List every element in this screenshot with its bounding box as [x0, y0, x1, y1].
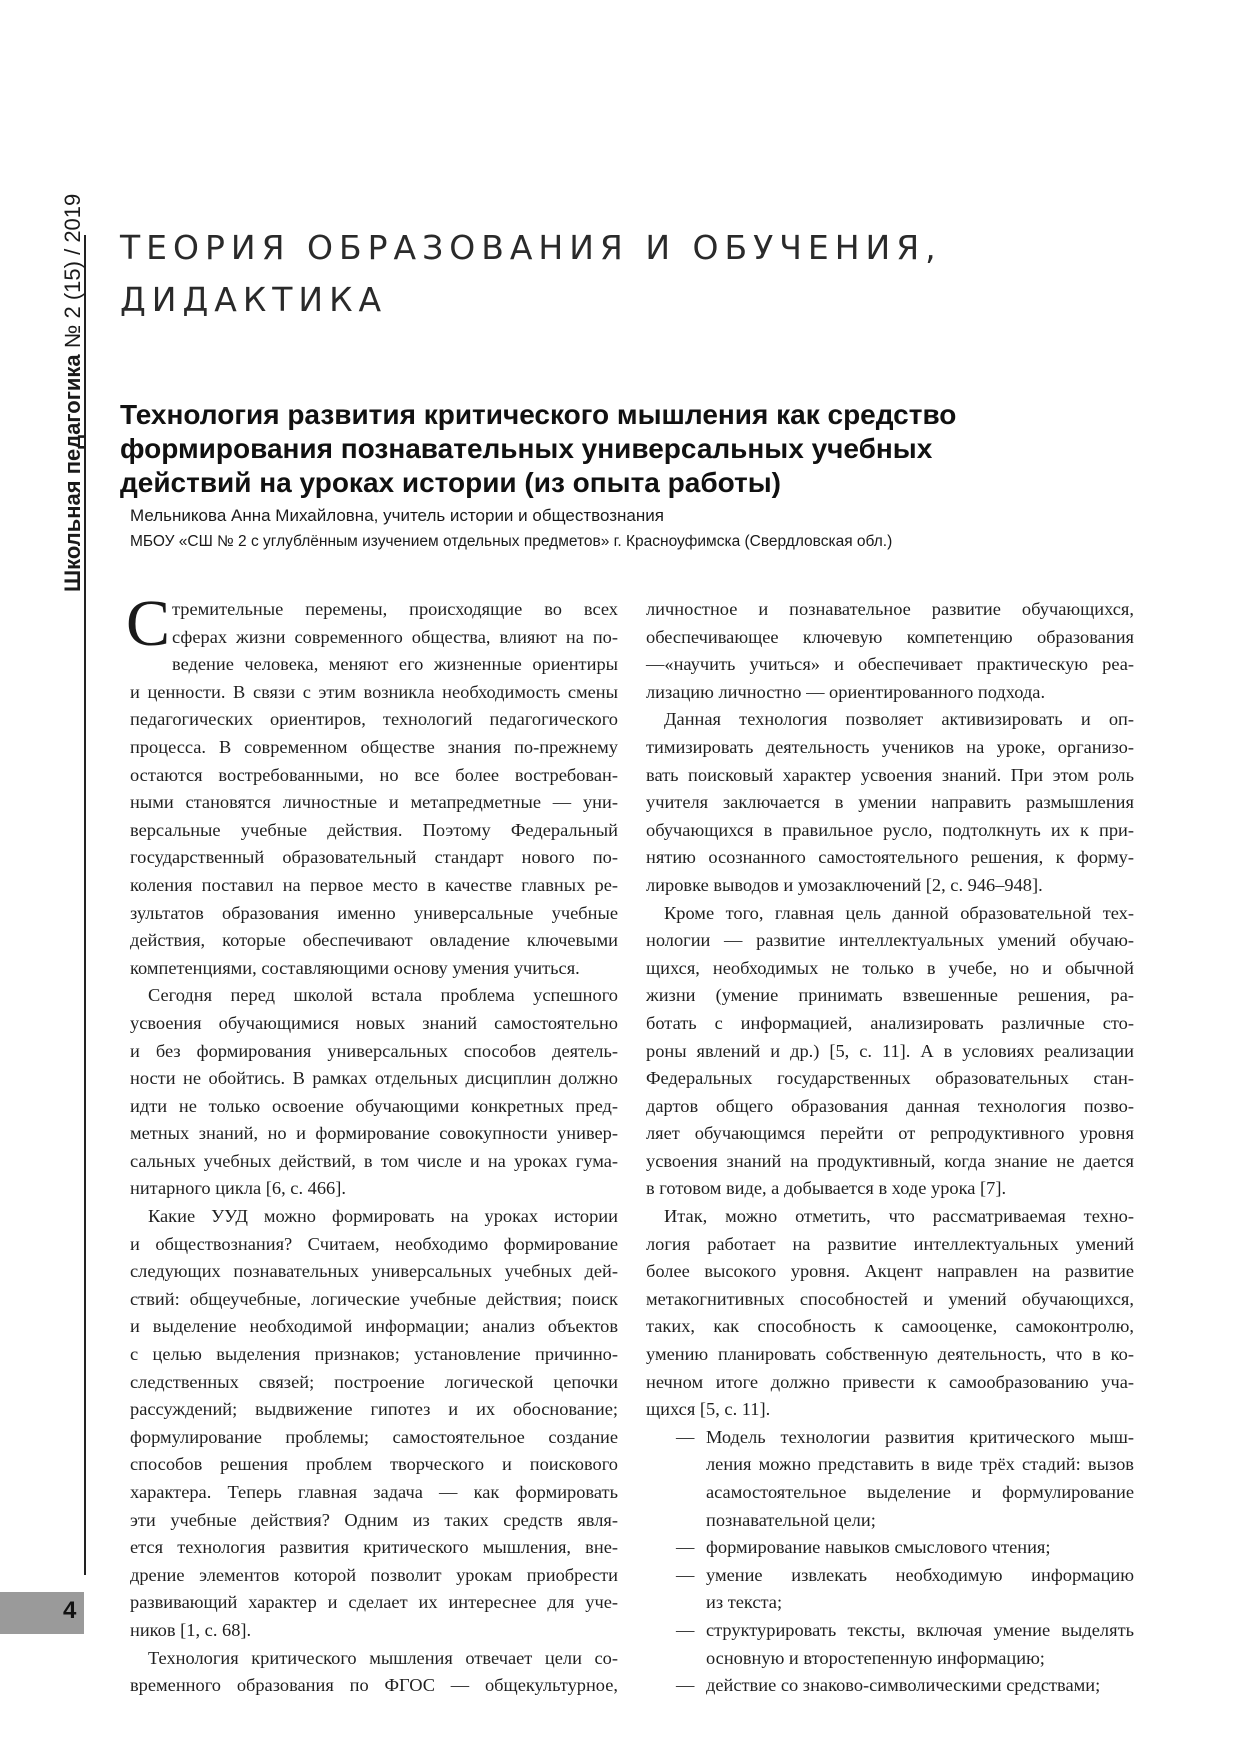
text-line: эти учебные действия? Одним из таких средств явля-: [130, 1509, 618, 1530]
text-line: сферах жизни современного общества, влияют на по-: [172, 626, 618, 647]
text-line: версальные учебные действия. Поэтому Федеральный: [130, 819, 618, 840]
text-line: сальных учебных действий, в том числе и на уроках гума-: [130, 1150, 618, 1171]
text-line: ведение человека, меняют его жизненные ориентиры: [172, 654, 618, 675]
text-line: ствий: общеучебные, логические учебные действия; поиск: [130, 1288, 618, 1309]
affiliation-line: МБОУ «СШ № 2 с углублённым изучением отдельных предметов» г. Красноуфимска (Свердловская обл.): [130, 533, 893, 550]
text-line: структурировать тексты, включая умение выделять: [706, 1619, 1134, 1640]
text-line: процесса. В современном обществе знания по-прежнему: [130, 736, 618, 757]
text-line: более высокого уровня. Акцент направлен на развитие: [646, 1261, 1134, 1282]
text-line: познавательной цели;: [706, 1509, 876, 1530]
text-line: Данная технология позволяет активизировать и оп-: [664, 709, 1134, 730]
text-line: щихся, необходимых не только в учебе, но и обычной: [646, 957, 1134, 978]
paragraph: [130, 1645, 618, 1700]
paragraph: [646, 596, 1134, 706]
text-line: зультатов образования именно универсальные учебные: [130, 902, 618, 923]
paragraph: [126, 587, 618, 982]
text-line: умению планировать собственную деятельность, что в ко-: [646, 1344, 1134, 1365]
list-item: [646, 1617, 1134, 1672]
right-column: [646, 596, 1134, 1700]
running-head: [60, 194, 86, 592]
text-line: Технология критического мышления отвечает цели со-: [148, 1647, 618, 1668]
text-line: в готовом виде, а добывается в ходе урока [7].: [646, 1178, 1007, 1199]
text-line: таких, как способность к самооценке, самоконтролю,: [646, 1316, 1134, 1337]
text-line: логия работает на развитие интеллектуальных умений: [646, 1233, 1134, 1254]
text-line: —«научить учиться» и обеспечивает практическую реа-: [646, 654, 1134, 675]
article-title-line: действий на уроках истории (из опыта работы): [120, 467, 781, 498]
text-line: ными становятся личностные и метапредметные — уни-: [130, 792, 618, 813]
text-line: действие со знаково-символическими средствами;: [706, 1675, 1101, 1696]
text-line: дартов общего образования данная технология позво-: [646, 1095, 1134, 1116]
bullet-list: [646, 1424, 1134, 1700]
text-line: ется технология развития критического мышления, вне-: [130, 1537, 618, 1558]
text-line: Федеральных государственных образовательных стан-: [646, 1068, 1134, 1089]
text-line: ности не обойтись. В рамках отдельных дисциплин должно: [130, 1068, 618, 1089]
text-line: с целью выделения признаков; установление причинно-: [130, 1344, 618, 1365]
text-line: обеспечивающее ключевую компетенцию образования: [646, 626, 1134, 647]
left-column: [126, 587, 618, 1700]
text-line: жизни (умение принимать взвешенные решения, ра-: [646, 985, 1134, 1006]
text-line: остаются востребованными, но все более востребован-: [130, 764, 618, 785]
text-line: формулирование проблемы; самостоятельное создание: [130, 1426, 618, 1447]
text-line: и обществознания? Считаем, необходимо формирование: [130, 1233, 618, 1254]
text-line: рассуждений; выдвижение гипотез и их обоснование;: [130, 1399, 618, 1420]
text-line: следственных связей; построение логической цепочки: [130, 1371, 618, 1392]
text-line: Итак, можно отметить, что рассматриваемая техно-: [664, 1206, 1134, 1227]
text-line: личностное и познавательное развитие обучающихся,: [646, 599, 1134, 619]
text-line: вать поисковый характер усвоения знаний. При этом роль: [646, 764, 1134, 785]
list-dash: —: [676, 1564, 695, 1585]
list-item: [646, 1672, 1134, 1700]
article-title-line: Технология развития критического мышления как средство: [120, 399, 957, 430]
text-line: щихся [5, с. 11].: [646, 1399, 771, 1420]
paragraph: [130, 1203, 618, 1645]
section-title-line: ТЕОРИЯ ОБРАЗОВАНИЯ И ОБУЧЕНИЯ,: [120, 228, 942, 267]
text-line: ников [1, с. 68].: [130, 1619, 252, 1640]
text-line: лизацию личностно — ориентированного подхода.: [646, 681, 1046, 702]
list-dash: —: [676, 1537, 695, 1558]
text-line: нятию осознанного самостоятельного решения, к форму-: [646, 847, 1134, 868]
text-line: нитарного цикла [6, с. 466].: [130, 1178, 346, 1199]
text-line: педагогических ориентиров, технологий педагогического: [130, 709, 618, 730]
text-line: идти не только освоение обучающими конкретных пред-: [130, 1095, 618, 1116]
list-item: [646, 1534, 1134, 1562]
author-line: Мельникова Анна Михайловна, учитель истории и обществознания: [130, 506, 664, 525]
page-number: 4: [63, 1597, 77, 1624]
text-line: Модель технологии развития критического мыш-: [706, 1426, 1134, 1447]
text-line: лировке выводов и умозаключений [2, с. 946–948].: [646, 874, 1043, 895]
text-line: способов решения проблем творческого и поискового: [130, 1454, 618, 1475]
text-line: метакогнитивных способностей и умений обучающихся,: [646, 1288, 1134, 1309]
list-dash: —: [676, 1426, 695, 1447]
text-line: государственный образовательный стандарт нового по-: [130, 847, 618, 868]
article-title-line: формирования познавательных универсальных учебных: [120, 433, 933, 464]
text-line: тремительные перемены, происходящие во всех: [172, 599, 618, 619]
text-line: нологии — развитие интеллектуальных умений обучаю-: [646, 930, 1134, 951]
list-item: [646, 1562, 1134, 1617]
list-dash: —: [676, 1675, 695, 1696]
paragraph: [646, 1203, 1134, 1424]
text-line: ляет обучающимся перейти от репродуктивного уровня: [646, 1123, 1134, 1144]
text-line: усвоения обучающимися новых знаний самостоятельно: [130, 1012, 618, 1033]
text-line: Какие УУД можно формировать на уроках истории: [148, 1206, 618, 1227]
text-line: действия, которые обеспечивают овладение ключевыми: [130, 930, 618, 951]
text-line: и выделение необходимой информации; анализ объектов: [130, 1316, 618, 1337]
paragraph: [130, 982, 618, 1203]
text-line: временного образования по ФГОС — общекультурное,: [130, 1675, 618, 1696]
article-title: [120, 398, 1080, 500]
text-line: из текста;: [706, 1592, 783, 1613]
text-line: обучающихся в правильное русло, подтолкнуть их к при-: [646, 819, 1134, 840]
text-line: тимизировать деятельность учеников на уроке, организо-: [646, 736, 1134, 757]
section-title: [120, 222, 1120, 326]
text-line: коления поставил на первое место в качестве главных ре-: [130, 874, 618, 895]
text-line: развивающий характер и сделает их интереснее для уче-: [130, 1592, 618, 1613]
text-line: нечном итоге должно привести к самообразованию уча-: [646, 1371, 1134, 1392]
journal-name: Школьная педагогика: [60, 354, 85, 592]
text-line: ботать с информацией, анализировать различные сто-: [646, 1012, 1134, 1033]
text-line: и ценности. В связи с этим возникла необходимость смены: [130, 681, 618, 702]
text-line: умение извлекать необходимую информацию: [706, 1564, 1134, 1585]
text-line: основную и второстепенную информацию;: [706, 1647, 1045, 1668]
text-line: компетенциями, составляющими основу умения учиться.: [130, 957, 580, 978]
text-line: характера. Теперь главная задача — как формировать: [130, 1482, 618, 1502]
section-title-line: ДИДАКТИКА: [120, 280, 388, 319]
text-line: Кроме того, главная цель данной образовательной тех-: [664, 902, 1134, 923]
issue-number: № 2 (15) / 2019: [60, 193, 85, 349]
dropcap: С: [126, 587, 171, 660]
text-line: асамостоятельное выделение и формулирование: [706, 1482, 1134, 1502]
paragraph: [646, 900, 1134, 1204]
text-line: учителя заключается в умении направить размышления: [646, 792, 1134, 813]
text-line: формирование навыков смыслового чтения;: [706, 1537, 1051, 1558]
text-line: Сегодня перед школой встала проблема успешного: [148, 985, 618, 1006]
text-line: ления можно представить в виде трёх стадий: вызов: [706, 1454, 1134, 1475]
text-line: следующих познавательных универсальных учебных дей-: [130, 1261, 618, 1282]
list-dash: —: [676, 1619, 695, 1640]
text-line: метных знаний, но и формирование совокупности универ-: [130, 1123, 618, 1144]
text-line: и без формирования универсальных способов деятель-: [130, 1040, 618, 1061]
text-line: усвоения знаний на продуктивный, когда знание не дается: [646, 1150, 1134, 1171]
text-line: дрение элементов которой позволит урокам приобрести: [130, 1564, 618, 1585]
list-item: [646, 1424, 1134, 1534]
text-line: роны явлений и др.) [5, с. 11]. А в условиях реализации: [646, 1040, 1134, 1061]
paragraph: [646, 706, 1134, 899]
